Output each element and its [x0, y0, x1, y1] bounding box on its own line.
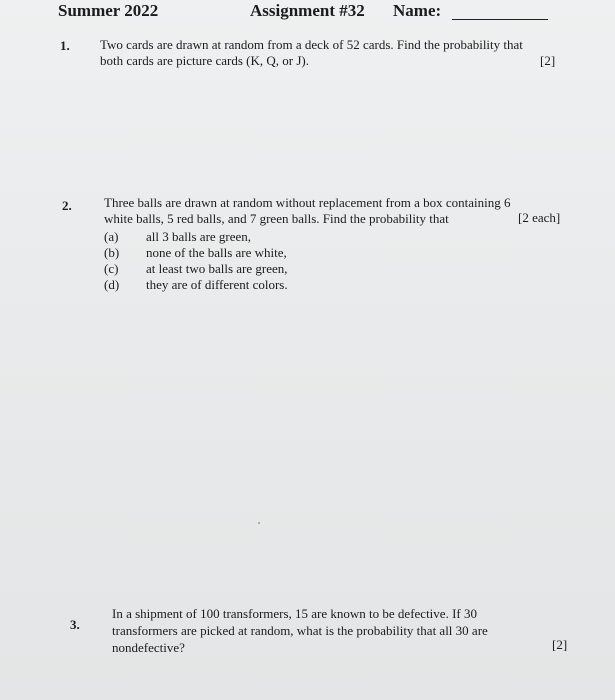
question-text-line: white balls, 5 red balls, and 7 green balls. Find the probability that — [104, 211, 449, 226]
sub-question-label: (d) — [104, 277, 120, 292]
paper-speck — [258, 522, 260, 524]
name-blank-line — [452, 19, 548, 20]
sub-question — [104, 277, 288, 293]
question-number: 1. — [60, 38, 70, 53]
question-text-line: Two cards are drawn at random from a deck of 52 cards. Find the probability that — [100, 37, 523, 52]
question-text-line: both cards are picture cards (K, Q, or J). — [100, 53, 310, 68]
sub-question — [104, 245, 287, 261]
question-text-line: nondefective? — [112, 640, 185, 655]
assignment-heading: Assignment #32 — [250, 1, 365, 20]
marks-label: [2] — [540, 53, 556, 68]
term-heading: Summer 2022 — [58, 1, 159, 20]
sub-question-text: at least two balls are green, — [146, 261, 288, 276]
question-number: 3. — [70, 617, 80, 632]
question-text-line: In a shipment of 100 transformers, 15 are known to be defective. If 30 — [112, 606, 477, 621]
sub-question-text: none of the balls are white, — [146, 245, 287, 260]
question-text-line: transformers are picked at random, what is the probability that all 30 are — [112, 623, 488, 638]
sub-question — [104, 229, 251, 245]
sub-question-text: all 3 balls are green, — [146, 229, 252, 244]
question-text-line: Three balls are drawn at random without replacement from a box containing 6 — [104, 195, 511, 210]
sub-question-label: (c) — [104, 261, 119, 276]
sub-question-text: they are of different colors. — [146, 277, 288, 292]
marks-label: [2] — [552, 637, 568, 652]
sub-question — [104, 261, 288, 277]
name-label: Name: — [393, 1, 442, 20]
marks-label: [2 each] — [518, 210, 561, 225]
question-number: 2. — [62, 198, 72, 213]
sub-question-label: (b) — [104, 245, 120, 260]
sub-question-label: (a) — [104, 229, 119, 244]
